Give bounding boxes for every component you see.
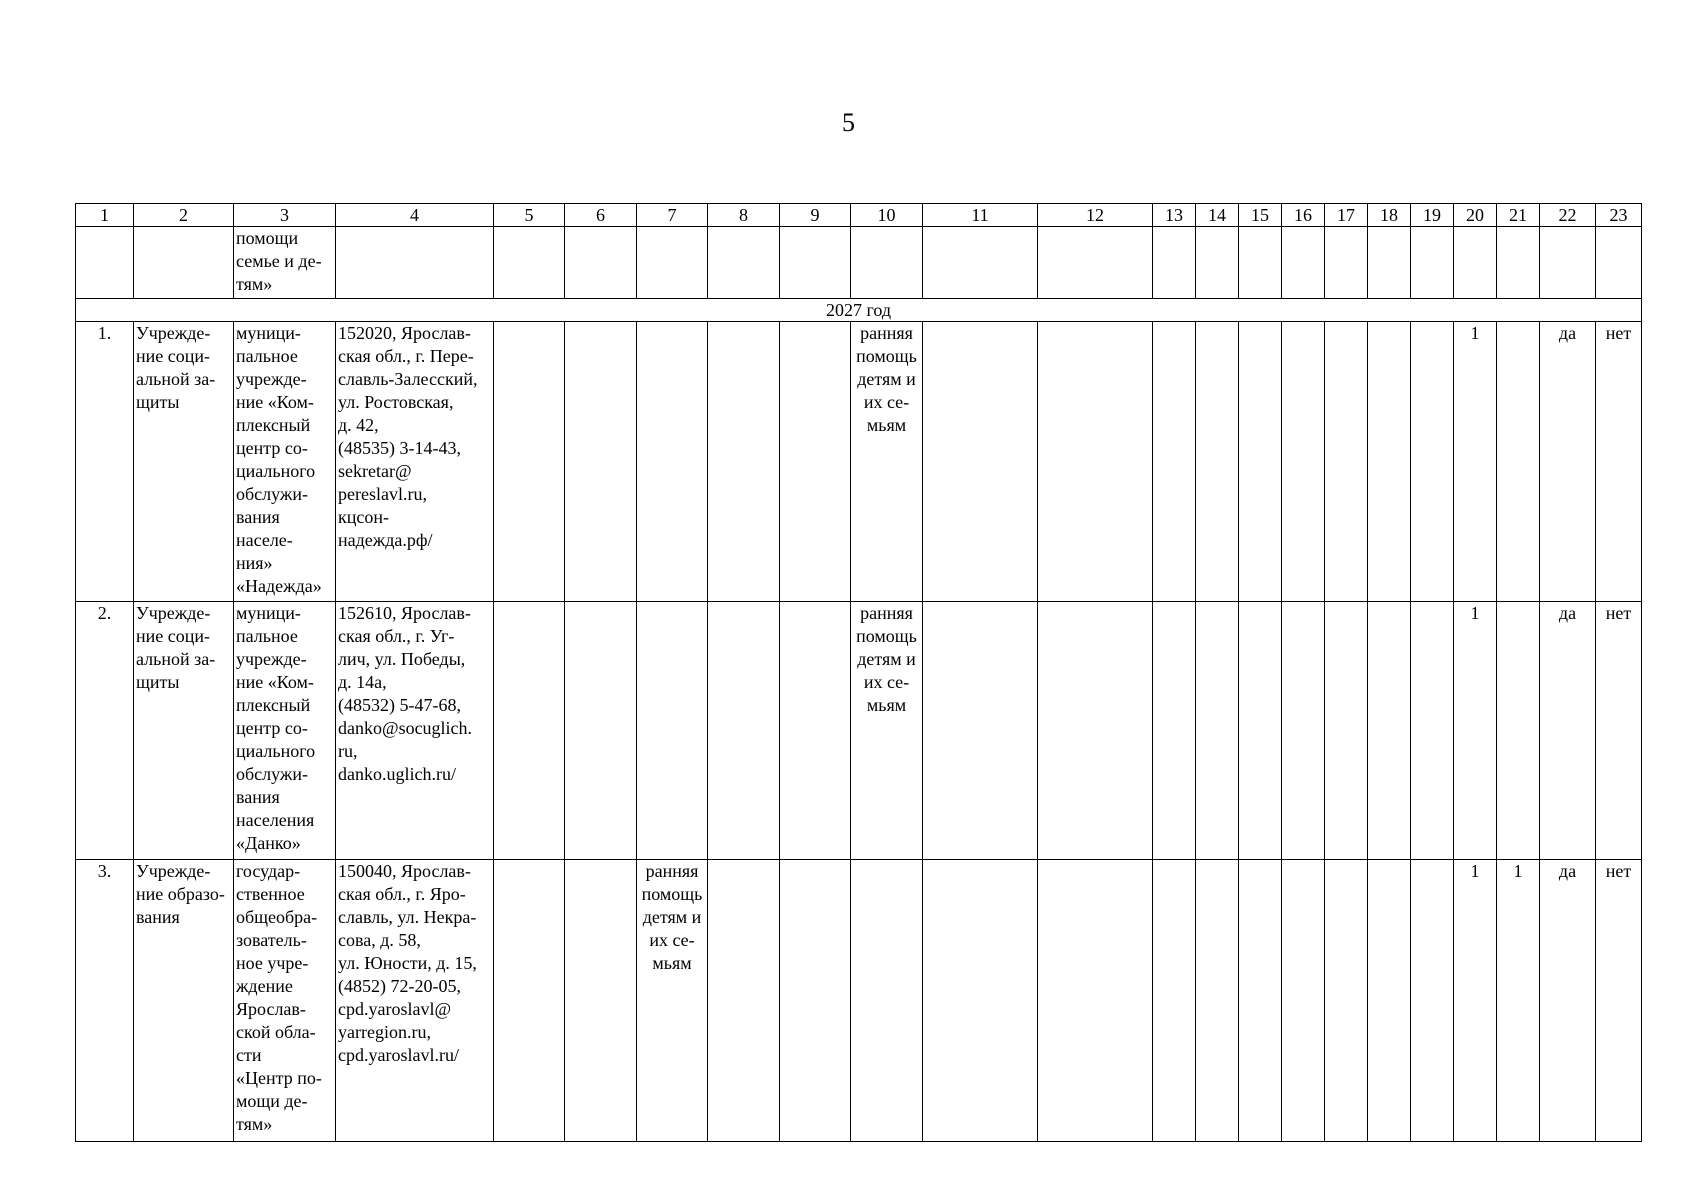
- institution-address: 150040, Ярослав- ская обл., г. Яро- славль, ул. Некра- сова, д. 58, ул. Юности, д. 15, (4852) 72-20-05, cpd.yaroslavl@ yarregion.ru, cpd.yaroslavl.ru/: [336, 860, 494, 1142]
- value-col23: нет: [1596, 322, 1642, 602]
- continuation-row: [76, 227, 1642, 299]
- cell: [1368, 322, 1411, 602]
- cell: [76, 227, 134, 299]
- cell: [780, 227, 851, 299]
- cell: [565, 860, 637, 1142]
- service-col7: [637, 602, 708, 860]
- cell: [1540, 227, 1596, 299]
- value-col23: нет: [1596, 860, 1642, 1142]
- value-col20: 1: [1454, 602, 1497, 860]
- value-col21: [1497, 322, 1540, 602]
- column-number: 12: [1038, 204, 1153, 227]
- row-number: 1.: [76, 322, 134, 602]
- cell: [923, 602, 1038, 860]
- cell: [1368, 602, 1411, 860]
- cell: [1411, 227, 1454, 299]
- cell: [1596, 227, 1642, 299]
- value-col22: да: [1540, 860, 1596, 1142]
- column-number: 16: [1282, 204, 1325, 227]
- institution-address: 152610, Ярослав- ская обл., г. Уг- лич, ул. Победы, д. 14а, (48532) 5-47-68, danko@socuglich. ru, danko.uglich.ru/: [336, 602, 494, 860]
- cell: [1368, 227, 1411, 299]
- cell: [1282, 322, 1325, 602]
- cell: [1239, 602, 1282, 860]
- cell: [780, 860, 851, 1142]
- cell: [494, 322, 565, 602]
- cell: [1153, 322, 1196, 602]
- value-col20: 1: [1454, 322, 1497, 602]
- service-col10: ранняя помощь детям и их се- мьям: [851, 602, 923, 860]
- cell: [1325, 602, 1368, 860]
- service-col7: [637, 322, 708, 602]
- year-label: 2027 год: [76, 299, 1642, 322]
- cell: [336, 227, 494, 299]
- institution-name: государ- ственное общеобра- зователь- ное учре- ждение Ярослав- ской обла- сти «Центр по- мощи де- тям»: [234, 860, 336, 1142]
- column-number: 6: [565, 204, 637, 227]
- column-number: 7: [637, 204, 708, 227]
- value-col21: 1: [1497, 860, 1540, 1142]
- cell: [637, 227, 708, 299]
- value-col21: [1497, 602, 1540, 860]
- cell: [1153, 602, 1196, 860]
- cell: [565, 602, 637, 860]
- cell: [1411, 860, 1454, 1142]
- column-number: 20: [1454, 204, 1497, 227]
- cell: [923, 322, 1038, 602]
- column-number: 11: [923, 204, 1038, 227]
- institution-name: муници- пальное учрежде- ние «Ком- плексный центр со- циального обслужи- вания населения «Данко»: [234, 602, 336, 860]
- cell: [708, 860, 780, 1142]
- column-number: 18: [1368, 204, 1411, 227]
- cell: [780, 322, 851, 602]
- page-number: 5: [842, 108, 855, 137]
- cell: [1411, 322, 1454, 602]
- column-number: 22: [1540, 204, 1596, 227]
- cell: [565, 227, 637, 299]
- cell: [1282, 602, 1325, 860]
- column-number-row: [76, 204, 1642, 227]
- institution-address: 152020, Ярослав- ская обл., г. Пере- славль-Залесский, ул. Ростовская, д. 42, (48535) 3-14-43, sekretar@ pereslavl.ru, кцсон- надежда.рф/: [336, 322, 494, 602]
- cell: [851, 227, 923, 299]
- cell: [1497, 227, 1540, 299]
- table-row: [76, 602, 1642, 860]
- cell: [494, 227, 565, 299]
- column-number: 8: [708, 204, 780, 227]
- column-number: 5: [494, 204, 565, 227]
- cell: [1196, 602, 1239, 860]
- cell: [1368, 860, 1411, 1142]
- cell: [1038, 860, 1153, 1142]
- cell: [708, 322, 780, 602]
- cell: [565, 322, 637, 602]
- cell: [708, 227, 780, 299]
- column-number: 10: [851, 204, 923, 227]
- column-number: 13: [1153, 204, 1196, 227]
- cell: [1196, 860, 1239, 1142]
- cell: [1411, 602, 1454, 860]
- cell: [134, 227, 234, 299]
- column-number: 4: [336, 204, 494, 227]
- column-number: 9: [780, 204, 851, 227]
- cell: [923, 227, 1038, 299]
- institution-type: Учрежде- ние образо- вания: [134, 860, 234, 1142]
- cell: [1282, 227, 1325, 299]
- value-col22: да: [1540, 322, 1596, 602]
- value-col22: да: [1540, 602, 1596, 860]
- table-row: [76, 860, 1642, 1142]
- cell: [1325, 322, 1368, 602]
- value-col23: нет: [1596, 602, 1642, 860]
- table-row: [76, 322, 1642, 602]
- cell: [1282, 860, 1325, 1142]
- continuation-institution-name: помощи семье и де- тям»: [234, 227, 336, 299]
- cell: [1454, 227, 1497, 299]
- row-number: 3.: [76, 860, 134, 1142]
- cell: [708, 602, 780, 860]
- cell: [923, 860, 1038, 1142]
- column-number: 14: [1196, 204, 1239, 227]
- value-col20: 1: [1454, 860, 1497, 1142]
- year-row: [76, 299, 1642, 322]
- service-col10: ранняя помощь детям и их се- мьям: [851, 322, 923, 602]
- column-number: 23: [1596, 204, 1642, 227]
- cell: [1239, 860, 1282, 1142]
- column-number: 2: [134, 204, 234, 227]
- cell: [1153, 227, 1196, 299]
- institution-name: муници- пальное учрежде- ние «Ком- плексный центр со- циального обслужи- вания населе- ния» «Надежда»: [234, 322, 336, 602]
- cell: [494, 602, 565, 860]
- service-col7: ранняя помощь детям и их се- мьям: [637, 860, 708, 1142]
- institutions-table: [75, 203, 1642, 1142]
- cell: [1196, 322, 1239, 602]
- column-number: 3: [234, 204, 336, 227]
- cell: [780, 602, 851, 860]
- cell: [1038, 602, 1153, 860]
- row-number: 2.: [76, 602, 134, 860]
- column-number: 19: [1411, 204, 1454, 227]
- service-col10: [851, 860, 923, 1142]
- column-number: 1: [76, 204, 134, 227]
- column-number: 21: [1497, 204, 1540, 227]
- cell: [1325, 227, 1368, 299]
- institution-type: Учрежде- ние соци- альной за- щиты: [134, 602, 234, 860]
- cell: [1038, 227, 1153, 299]
- cell: [1239, 227, 1282, 299]
- cell: [494, 860, 565, 1142]
- cell: [1325, 860, 1368, 1142]
- column-number: 17: [1325, 204, 1368, 227]
- cell: [1196, 227, 1239, 299]
- cell: [1038, 322, 1153, 602]
- cell: [1153, 860, 1196, 1142]
- column-number: 15: [1239, 204, 1282, 227]
- cell: [1239, 322, 1282, 602]
- institution-type: Учрежде- ние соци- альной за- щиты: [134, 322, 234, 602]
